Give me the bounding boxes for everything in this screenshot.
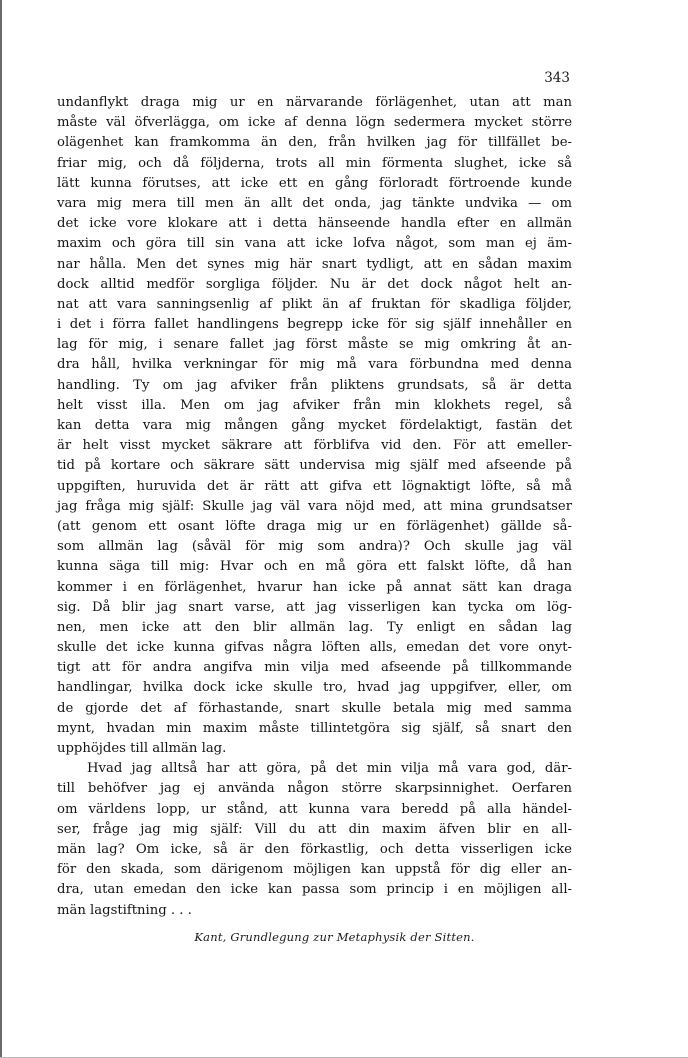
text-line: kan detta vara mig mången gång mycket fördelaktigt, fastän det: [57, 418, 572, 433]
text-line: dra, utan emedan den icke kan passa som princip i en möjligen all-: [57, 882, 572, 898]
text-line: Hvad jag alltså har att göra, på det min vilja må vara god, där-: [87, 761, 572, 777]
text-line: mynt, hvadan min maxim måste tillintetgöra sig själf, så snart den: [57, 720, 572, 736]
text-line: kunna säga till mig: Hvar och en må göra ett falskt löfte, då han: [57, 559, 572, 575]
text-line: tigt att för andra angifva min vilja med afseende på tillkommande: [57, 660, 572, 676]
text-line: måste väl öfverlägga, om icke af denna lögn sedermera mycket större: [57, 115, 572, 131]
text-line: är helt visst mycket säkrare att förblifva vid den. För att emeller-: [57, 438, 572, 454]
text-line: de gjorde det af förhastande, snart skulle betala mig med samma: [57, 700, 572, 716]
text-line: män lag? Om icke, så är den förkastlig, och detta visserligen icke: [57, 841, 572, 857]
text-line: som allmän lag (såväl för mig som andra)? Och skulle jag väl: [57, 539, 572, 555]
text-line: män lagstiftning . . .: [57, 902, 192, 918]
text-line: nar hålla. Men det synes mig här snart tydligt, att en sådan maxim: [57, 256, 572, 272]
text-line: nat att vara sanningsenlig af plikt än af fruktan för skadliga följder,: [57, 296, 572, 312]
paragraph: [57, 93, 572, 759]
text-line: om världens lopp, ur stånd, att kunna vara beredd på alla händel-: [57, 801, 572, 817]
text-line: kommer i en förlägenhet, hvarur han icke på annat sätt kan draga: [57, 579, 572, 595]
text-line: vara mig mera till men än allt det onda, jag tänkte undvika — om: [57, 195, 572, 211]
paragraph: [57, 759, 572, 921]
text-line: tid på kortare och säkrare sätt undervisa mig själf med afseende på: [57, 458, 572, 474]
page-number: 343: [544, 70, 570, 86]
citation: Kant, Grundlegung zur Metaphysik der Sitten.: [194, 930, 475, 944]
text-line: helt visst illa. Men om jag afviker från min klokhets regel, så: [57, 397, 572, 413]
text-line: friar mig, och då följderna, trots all min förmenta slughet, icke så: [57, 155, 572, 171]
text-line: dra håll, hvilka verkningar för mig må vara förbundna med denna: [57, 357, 572, 373]
body-text: [57, 93, 572, 921]
text-line: sig. Då blir jag snart varse, att jag visserligen kan tycka om lög-: [57, 599, 572, 615]
text-line: olägenhet kan framkomma än den, från hvilken jag för tillfället be-: [57, 135, 572, 151]
text-line: nen, men icke att den blir allmän lag. Ty enligt en sådan lag: [57, 619, 572, 635]
text-line: för den skada, som därigenom möjligen kan uppstå för dig eller an-: [57, 862, 572, 878]
page-left-edge: [0, 0, 2, 1058]
text-line: (att genom ett osant löfte draga mig ur en förlägenhet) gällde så-: [57, 518, 572, 534]
text-line: upphöjdes till allmän lag.: [57, 741, 227, 756]
text-line: ser, fråge jag mig själf: Vill du att din maxim äfven blir en all-: [57, 821, 572, 837]
text-line: maxim och göra till sin vana att icke lofva något, som man ej äm-: [57, 236, 572, 252]
text-line: handlingar, hvilka dock icke skulle tro, hvad jag uppgifver, eller, om: [57, 680, 572, 696]
text-line: handling. Ty om jag afviker från pliktens grundsats, så är detta: [57, 377, 572, 393]
text-line: lätt kunna förutses, att icke ett en gång förloradt förtroende kunde: [57, 175, 572, 191]
text-line: i det i förra fallet handlingens begrepp icke för sig själf innehåller en: [57, 317, 572, 333]
text-line: dock alltid medför sorgliga följder. Nu är det dock något helt an-: [57, 276, 572, 292]
text-line: skulle det icke kunna gifvas några löften alls, emedan det vore onyt-: [57, 640, 572, 656]
text-line: till behöfver jag ej använda någon större skarpsinnighet. Oerfaren: [57, 781, 572, 797]
text-line: uppgiften, huruvida det är rätt att gifva ett lögnaktigt löfte, så må: [57, 478, 572, 494]
text-line: lag för mig, i senare fallet jag först måste se mig omkring åt an-: [57, 337, 572, 353]
text-line: det icke vore klokare att i detta hänseende handla efter en allmän: [57, 216, 572, 232]
text-line: undanflykt draga mig ur en närvarande förlägenhet, utan att man: [57, 95, 572, 110]
text-line: jag fråga mig själf: Skulle jag väl vara nöjd med, att mina grundsatser: [57, 498, 572, 514]
